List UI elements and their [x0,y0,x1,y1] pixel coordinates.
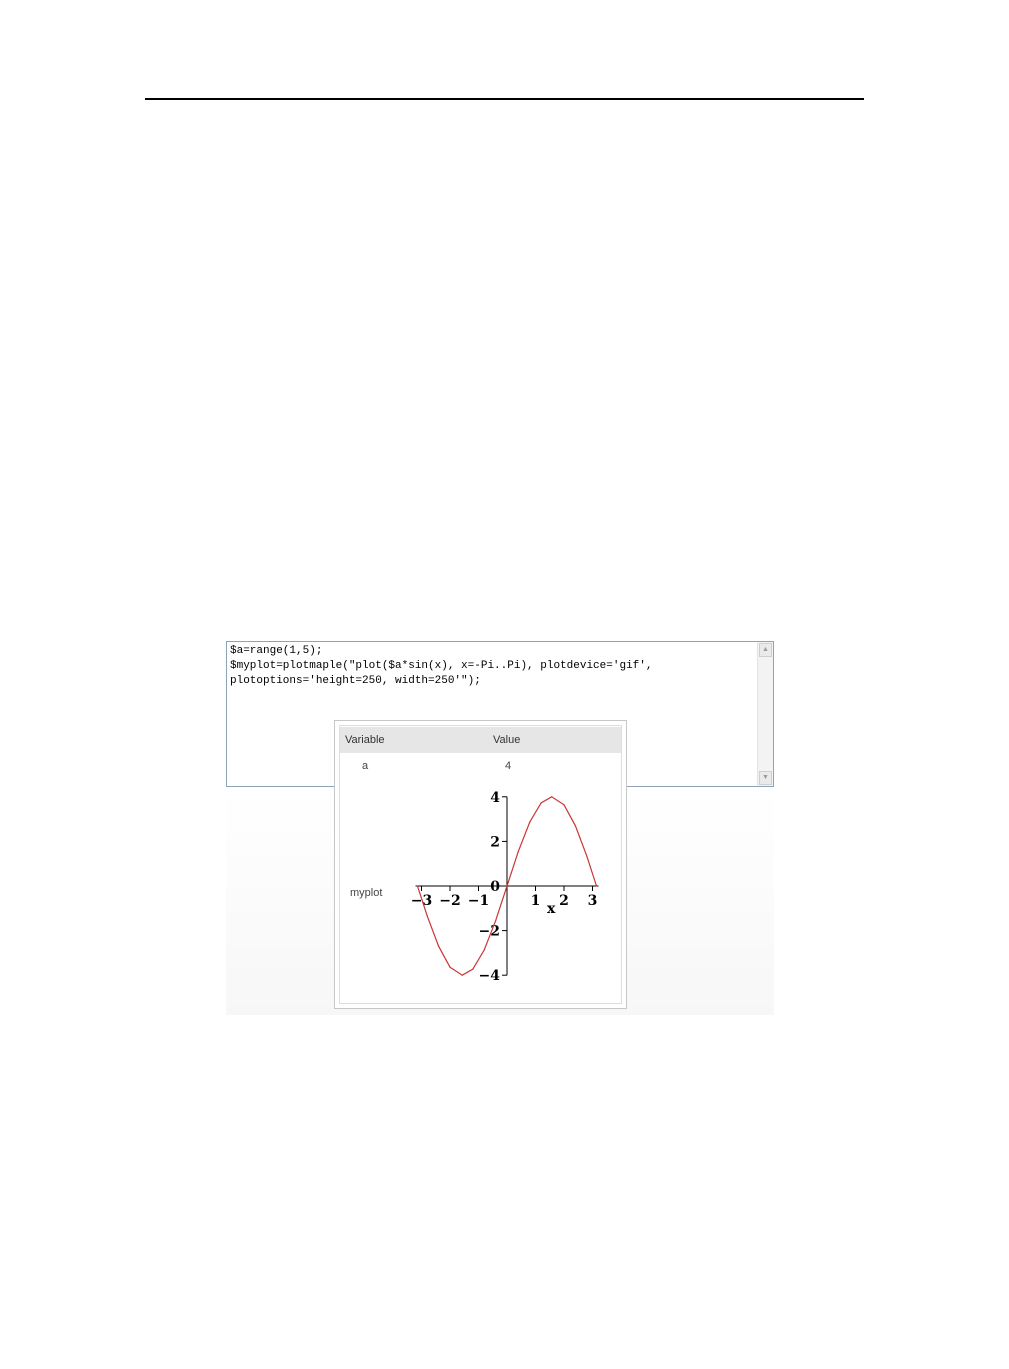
table-header [340,727,621,753]
column-header-variable: Variable [345,734,385,746]
data-point [529,821,530,822]
data-point [438,946,439,947]
variable-name-cell: a [362,760,369,772]
data-point [427,915,428,916]
data-point [541,802,542,803]
data-point [551,796,552,797]
y-tick-label: 0 [490,879,500,895]
y-tick-label: −4 [478,968,500,985]
data-point [495,920,496,921]
code-line: $myplot=plotmaple("plot($a*sin(x), x=-Pi..Pi), plotdevice='gif', [230,660,653,672]
data-point [586,856,587,857]
data-point [563,804,564,805]
variable-name-cell: myplot [350,887,383,899]
code-line: plotoptions='height=250, width=250'"); [230,675,481,687]
data-point [449,967,450,968]
x-tick-label: 1 [530,893,541,909]
y-tick-label: 2 [490,834,500,851]
data-point [506,885,507,886]
x-tick-label: 3 [587,893,598,909]
page-header-rule [145,98,864,100]
variable-value-cell: 4 [505,760,512,772]
sine-plot [405,788,605,988]
data-point [417,885,418,886]
data-point [472,969,473,970]
x-tick-label: −1 [467,893,490,909]
data-point [575,825,576,826]
editor-scrollbar[interactable] [757,642,773,786]
data-point [518,851,519,852]
x-tick-label: 2 [559,893,569,909]
y-tick-label: −2 [478,923,500,940]
code-line: $a=range(1,5); [230,645,323,657]
data-point [484,949,485,950]
x-tick-label: −2 [439,893,461,909]
y-tick-label: 4 [490,789,500,806]
code-text[interactable] [230,644,652,689]
data-point [596,885,597,886]
chevron-down-icon: ▼ [762,774,769,781]
x-axis-label: x [546,901,556,917]
scroll-down-button[interactable] [759,771,772,785]
x-tick-label: −3 [410,893,433,909]
scroll-up-button[interactable] [759,643,772,657]
chevron-up-icon: ▲ [762,646,769,653]
data-point [462,975,463,976]
column-header-value: Value [493,734,521,746]
